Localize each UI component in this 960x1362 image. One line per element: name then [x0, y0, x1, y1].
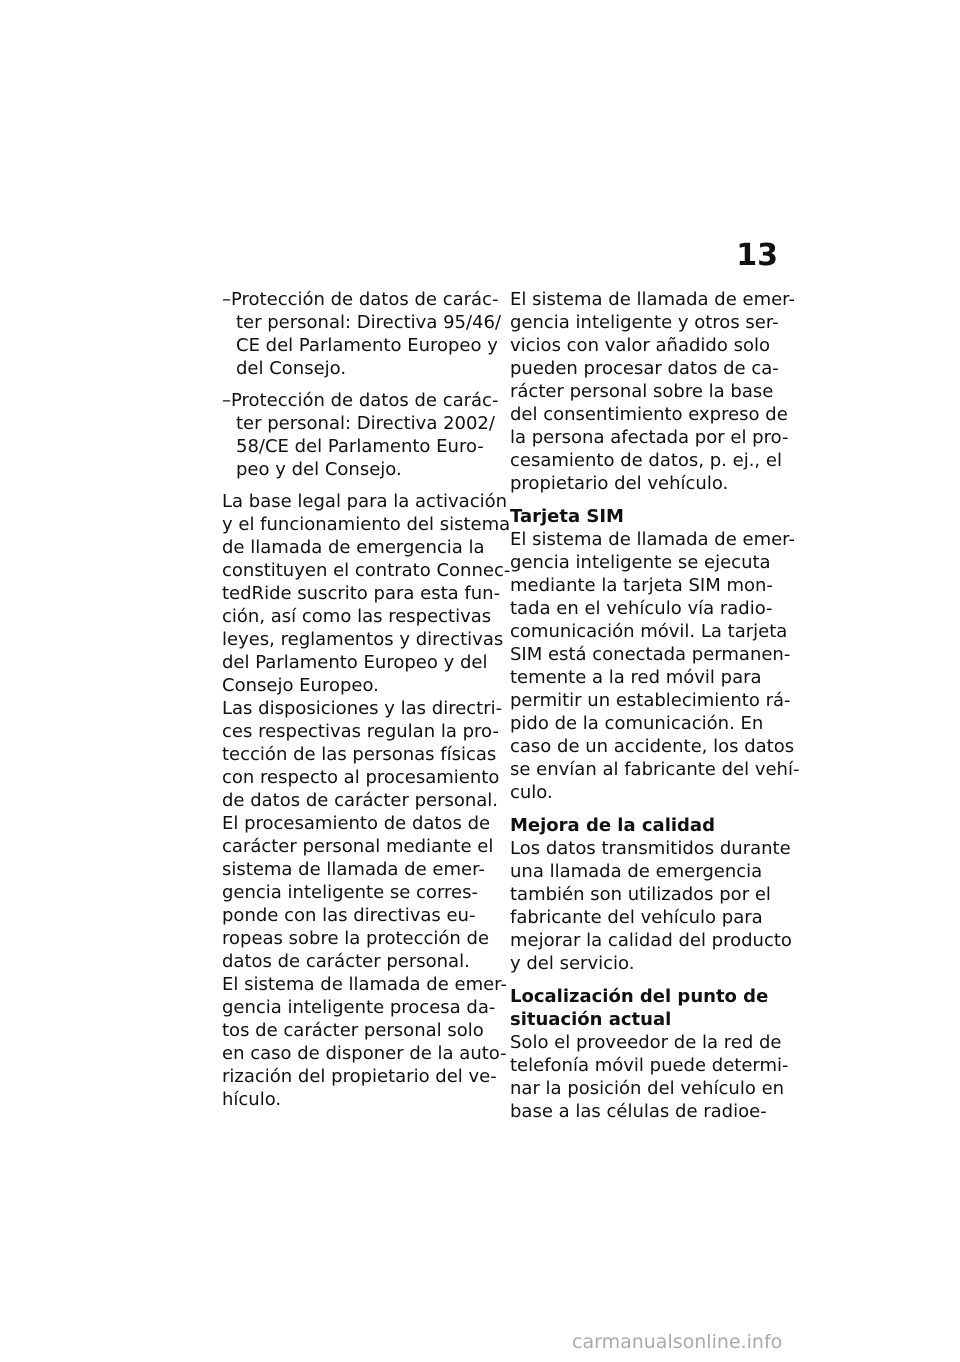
text-line: y el funcionamiento del sistema [222, 514, 511, 535]
text-line: con respecto al procesamiento [222, 767, 500, 788]
text-line: rácter personal sobre la base [510, 381, 774, 402]
text-line: Solo el proveedor de la red de [510, 1032, 782, 1053]
text-line: ter personal: Directiva 2002/ [236, 413, 495, 434]
text-line: vicios con valor añadido solo [510, 335, 770, 356]
text-line: de datos de carácter personal. [222, 790, 499, 811]
left-column [222, 288, 511, 1111]
text-line: mejorar la calidad del producto [510, 930, 792, 951]
paragraph-processing [222, 812, 492, 973]
text-line: Consejo Europeo. [222, 675, 379, 696]
text-line: ces respectivas regulan la pro- [222, 721, 499, 742]
text-line: Los datos transmitidos durante [510, 838, 791, 859]
page-number: 13 [736, 238, 778, 273]
text-line: ponde con las directivas eu- [222, 905, 476, 926]
text-line: La base legal para la activación [222, 491, 508, 512]
text-line: mediante la tarjeta SIM mon- [510, 575, 773, 596]
text-line: comunicación móvil. La tarjeta [510, 621, 788, 642]
text-line: gencia inteligente procesa da- [222, 997, 496, 1018]
text-line: El sistema de llamada de emer- [510, 529, 795, 550]
text-line: también son utilizados por el [510, 884, 771, 905]
text-line: El sistema de llamada de emer- [222, 974, 507, 995]
paragraph-provisions [222, 697, 503, 812]
watermark-link[interactable]: carmanualsonline.info [572, 1331, 783, 1353]
text-line: del consentimiento expreso de [510, 404, 788, 425]
text-line: tedRide suscrito para esta fun- [222, 583, 501, 604]
text-line: pueden procesar datos de ca- [510, 358, 779, 379]
section-heading: Mejora de la calidad [510, 815, 715, 836]
text-line: tos de carácter personal solo [222, 1020, 484, 1041]
text-line: gencia inteligente se corres- [222, 882, 478, 903]
text-line: nar la posición del vehículo en [510, 1078, 785, 1099]
text-line: en caso de disponer de la auto- [222, 1043, 507, 1064]
text-line: del Parlamento Europeo y del [222, 652, 488, 673]
text-line: una llamada de emergencia [510, 861, 763, 882]
text-line: SIM está conectada permanen- [510, 644, 791, 665]
text-line: temente a la red móvil para [510, 667, 762, 688]
section-heading: Tarjeta SIM [510, 506, 624, 527]
text-line: cesamiento de datos, p. ej., el [510, 450, 782, 471]
text-line: y del servicio. [510, 953, 635, 974]
section-sim-card [510, 505, 800, 804]
section-heading: situación actual [510, 1009, 672, 1030]
text-line: propietario del vehículo. [510, 473, 729, 494]
text-line: permitir un establecimiento rá- [510, 690, 791, 711]
paragraph-authorization [222, 973, 507, 1111]
paragraph-legal-basis [222, 490, 511, 697]
text-line: culo. [510, 782, 553, 803]
text-line: rización del propietario del ve- [222, 1066, 497, 1087]
paragraph-consent [510, 288, 795, 495]
text-line: ter personal: Directiva 95/46/ [236, 312, 502, 333]
text-line: gencia inteligente se ejecuta [510, 552, 771, 573]
text-line: tección de las personas físicas [222, 744, 497, 765]
section-heading: Localización del punto de [510, 986, 769, 1007]
text-line: El procesamiento de datos de [222, 813, 491, 834]
text-line: ropeas sobre la protección de [222, 928, 490, 949]
text-line: pido de la comunicación. En [510, 713, 764, 734]
right-column [510, 288, 800, 1133]
text-line: gencia inteligente y otros ser- [510, 312, 779, 333]
section-location [510, 985, 789, 1123]
text-line: tada en el vehículo vía radio- [510, 598, 773, 619]
text-line: fabricante del vehículo para [510, 907, 763, 928]
section-quality-improvement [510, 814, 792, 975]
text-line: constituyen el contrato Connec- [222, 560, 511, 581]
text-line: El sistema de llamada de emer- [510, 289, 795, 310]
text-line: –Protección de datos de carác- [222, 390, 499, 411]
text-line: de llamada de emergencia la [222, 537, 485, 558]
text-line: telefonía móvil puede determi- [510, 1055, 789, 1076]
text-line: se envían al fabricante del vehí- [510, 759, 800, 780]
text-line: leyes, reglamentos y directivas [222, 629, 504, 650]
text-line: hículo. [222, 1089, 282, 1110]
text-line: peo y del Consejo. [236, 459, 402, 480]
text-line: del Consejo. [236, 358, 347, 379]
text-line: datos de carácter personal. [222, 951, 470, 972]
text-line: ción, así como las respectivas [222, 606, 492, 627]
text-line: carácter personal mediante el [222, 836, 494, 857]
text-line: CE del Parlamento Europeo y [236, 335, 498, 356]
text-line: 58/CE del Parlamento Euro- [236, 436, 484, 457]
bullet-item [222, 288, 502, 380]
text-line: –Protección de datos de carác- [222, 289, 499, 310]
bullet-item [222, 389, 499, 481]
text-line: sistema de llamada de emer- [222, 859, 485, 880]
text-line: la persona afectada por el pro- [510, 427, 789, 448]
text-line: base a las células de radioe- [510, 1101, 767, 1122]
text-line: caso de un accidente, los datos [510, 736, 795, 757]
text-line: Las disposiciones y las directri- [222, 698, 503, 719]
